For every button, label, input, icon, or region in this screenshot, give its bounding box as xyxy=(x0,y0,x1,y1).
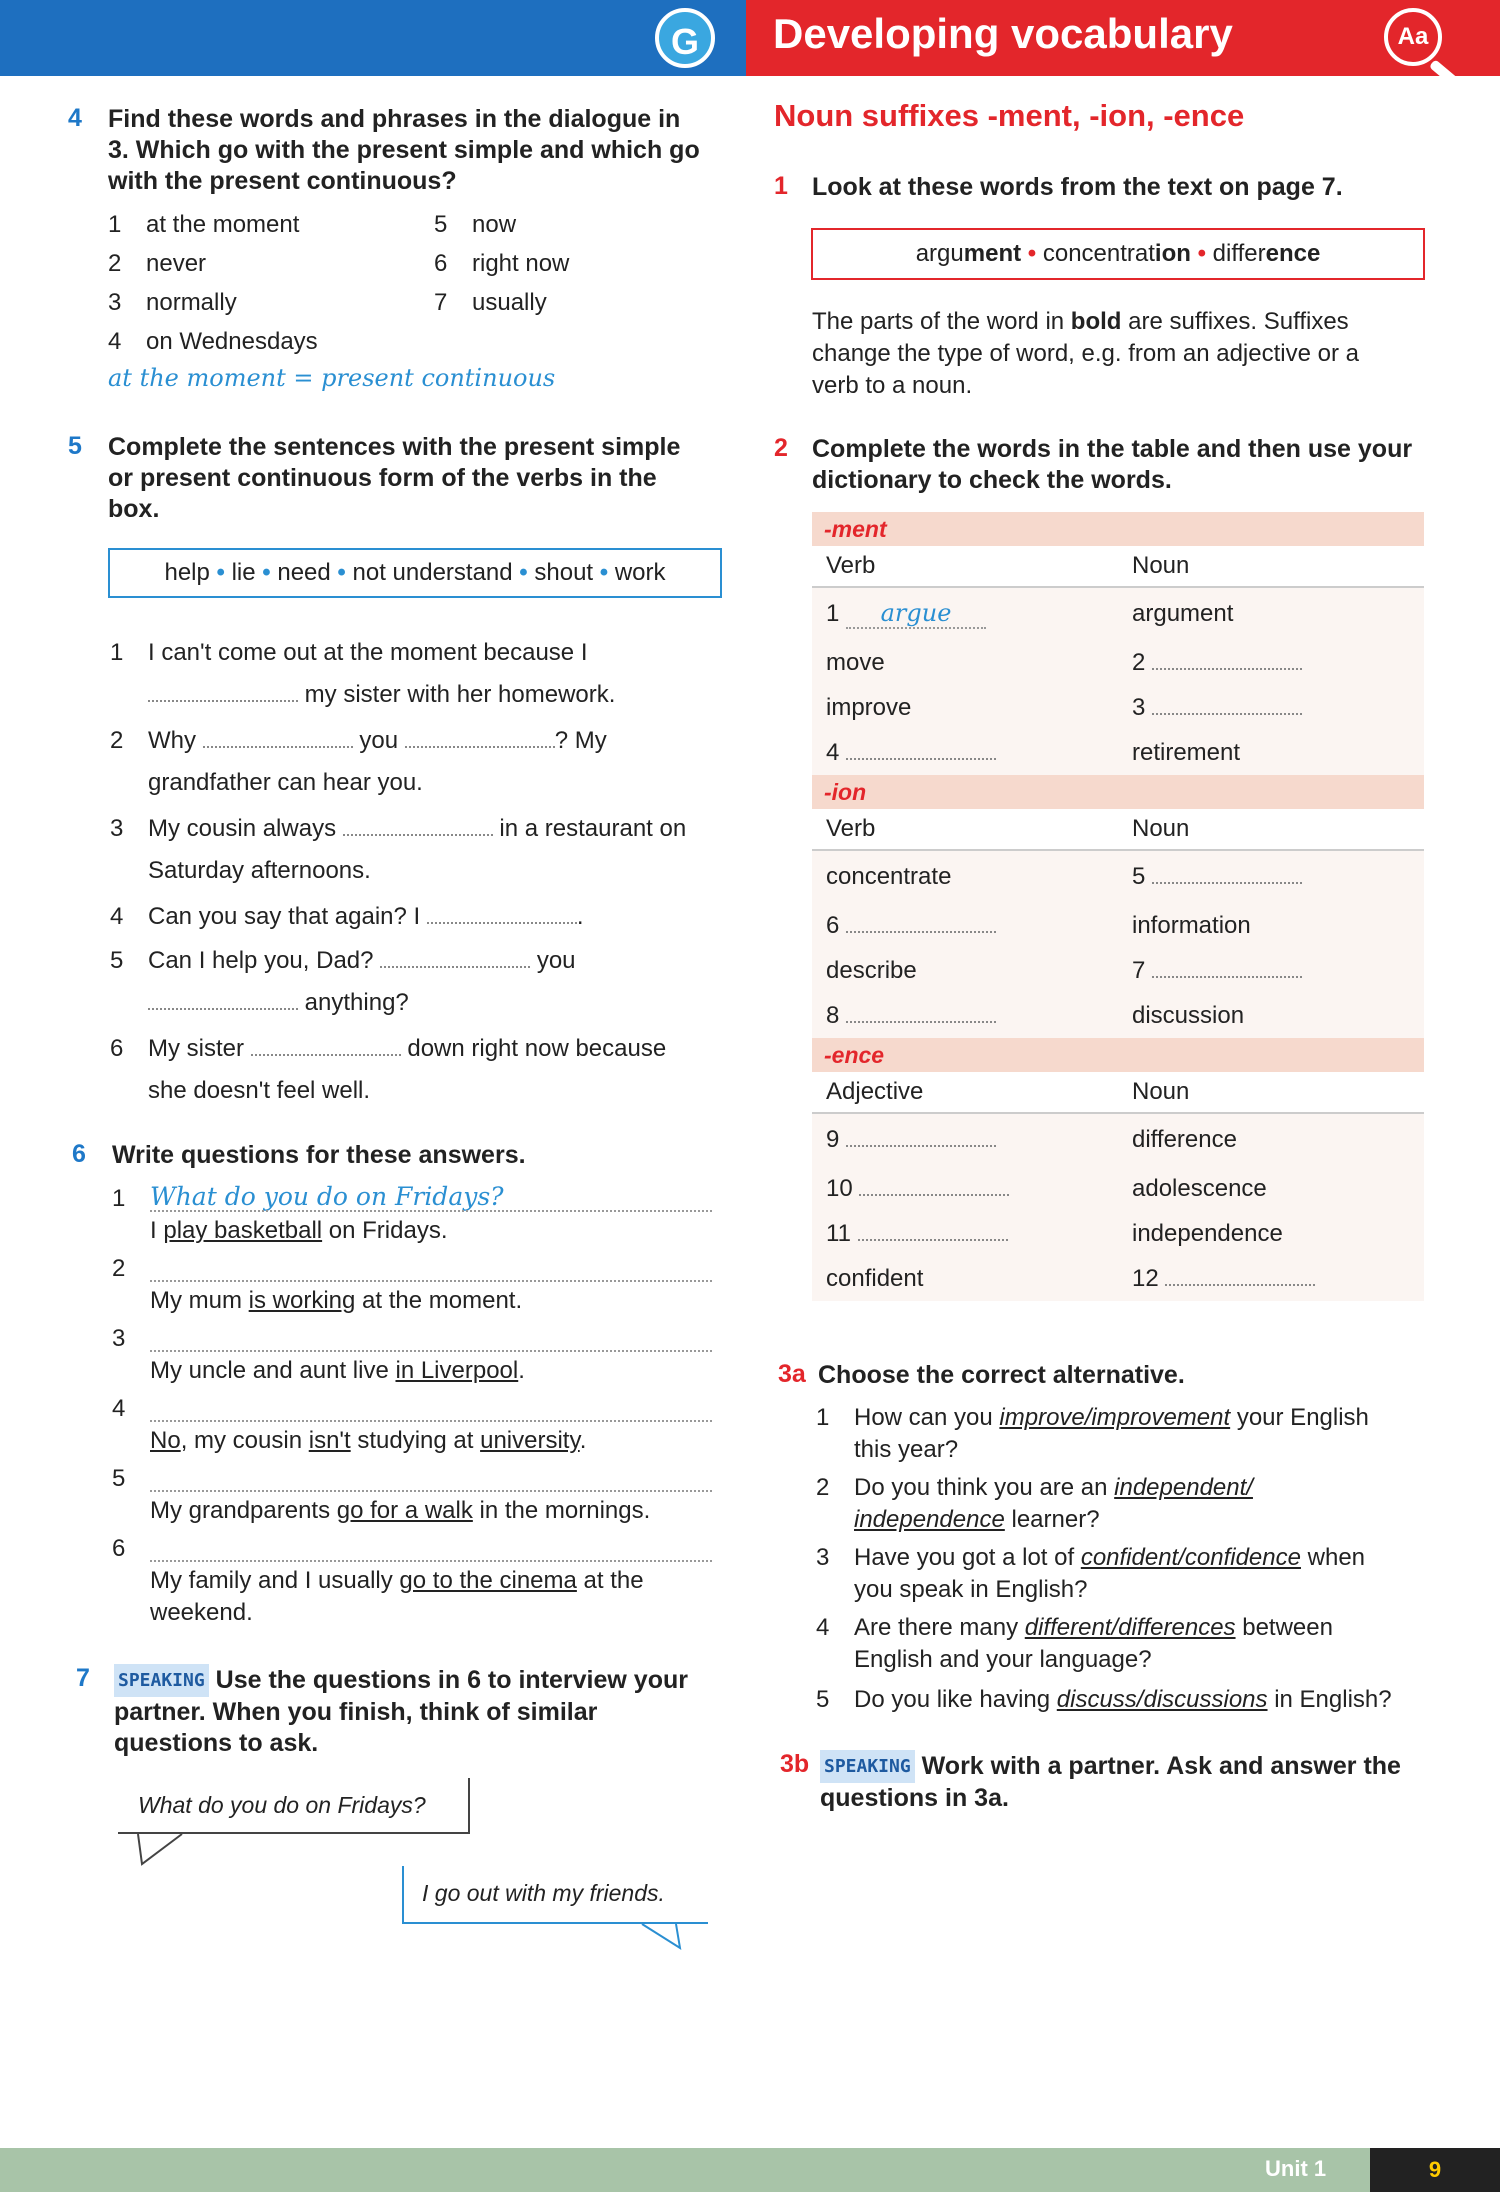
list-item: 4 on Wednesdays xyxy=(108,328,318,355)
table-row: confident 12 xyxy=(812,1256,1424,1301)
question-number: 3 xyxy=(112,1325,126,1352)
table-section-label: -ence xyxy=(812,1038,1424,1072)
sentence-2: 2 Why you ? My xyxy=(110,727,607,754)
exercise-number: 4 xyxy=(68,104,82,132)
question-number: 6 xyxy=(112,1535,126,1562)
bubble-tail xyxy=(640,1922,700,1952)
exercise-instruction: Find these words and phrases in the dialogue in 3. Which go with the present simple and which go with the present continuous? xyxy=(108,105,700,195)
question-3: 3 Have you got a lot of confident/confidence when you speak in English? xyxy=(816,1544,1366,1603)
exercise-number: 3a xyxy=(778,1360,806,1388)
table-row: improve 3 xyxy=(812,685,1424,730)
answer-blank[interactable] xyxy=(1152,878,1302,884)
answer-blank[interactable] xyxy=(1152,709,1302,715)
table-row: 4 retirement xyxy=(826,738,1241,766)
answer-6: My family and I usually go to the cinema at the xyxy=(150,1567,644,1594)
answer-blank[interactable] xyxy=(1152,972,1302,978)
answer-blank[interactable] xyxy=(859,1190,1009,1196)
exercise-6 xyxy=(72,1140,712,1171)
bubble-text: What do you do on Fridays? xyxy=(138,1792,426,1818)
answer-6-cont: weekend. xyxy=(150,1599,253,1626)
speech-bubble-2 xyxy=(402,1866,708,1924)
question-1: 1 How can you improve/improvement your English this year? xyxy=(816,1404,1369,1463)
question-2: 2 Do you think you are an independent/ independence learner? xyxy=(816,1474,1253,1533)
exercise-instruction: Complete the words in the table and then use your dictionary to check the words. xyxy=(812,435,1413,494)
example-answer: at the moment = present continuous xyxy=(108,364,556,392)
exercise-number: 5 xyxy=(68,432,82,460)
exercise-instruction: Choose the correct alternative. xyxy=(818,1361,1185,1389)
answer-blank[interactable] xyxy=(203,742,353,748)
answer-blank[interactable] xyxy=(1152,664,1302,670)
section-title: Noun suffixes -ment, -ion, -ence xyxy=(774,98,1245,133)
sentence-6: 6 My sister down right now because xyxy=(110,1035,667,1062)
list-item: 6 right now xyxy=(434,250,570,277)
question-5: 5 Do you like having discuss/discussions in English? xyxy=(816,1686,1392,1713)
sentence-3-cont: Saturday afternoons. xyxy=(148,857,371,884)
word-box: help • lie • need • not understand • shout • work xyxy=(108,548,722,598)
suffix-table xyxy=(812,512,1424,1301)
answer-blank[interactable] xyxy=(343,830,493,836)
table-row: concentrate 5 xyxy=(812,851,1424,903)
table-header: Verb Noun xyxy=(812,546,1424,588)
page-number: 9 xyxy=(1370,2148,1500,2192)
answer-1: I play basketball on Fridays. xyxy=(150,1217,448,1244)
exercise-instruction: Look at these words from the text on page 7. xyxy=(812,173,1343,201)
answer-blank[interactable] xyxy=(846,1017,996,1023)
table-row: 9 difference xyxy=(826,1126,1237,1153)
explanation: The parts of the word in bold are suffixes. Suffixes change the type of word, e.g. from an adjective or a verb to a noun. xyxy=(812,308,1359,399)
grammar-icon: G xyxy=(655,8,715,68)
speaking-tag: SPEAKING xyxy=(820,1750,915,1783)
question-number: 1 xyxy=(112,1185,126,1212)
answer-line[interactable] xyxy=(150,1280,712,1282)
answer-line[interactable] xyxy=(150,1560,712,1562)
bubble-text: I go out with my friends. xyxy=(422,1880,665,1906)
list-item: 7 usually xyxy=(434,289,547,316)
answer-line[interactable] xyxy=(150,1350,712,1352)
sentence-1-cont: my sister with her homework. xyxy=(148,680,615,710)
answer-blank[interactable] xyxy=(846,927,996,933)
answer-line[interactable] xyxy=(150,1420,712,1422)
exercise-1 xyxy=(774,172,1424,203)
sentence-5: 5 Can I help you, Dad? you xyxy=(110,947,576,974)
list-item: 3 normally xyxy=(108,289,237,316)
question-4: 4 Are there many different/differences between English and your language? xyxy=(816,1614,1333,1673)
speech-bubble-1 xyxy=(118,1778,470,1834)
exercise-7 xyxy=(76,1664,696,1759)
exercise-number: 1 xyxy=(774,172,788,200)
exercise-2 xyxy=(774,434,1424,496)
answer-blank[interactable] xyxy=(858,1235,1008,1241)
answer-blank[interactable] xyxy=(405,742,555,748)
list-item: 5 now xyxy=(434,211,517,238)
exercise-number: 7 xyxy=(76,1664,90,1692)
question-number: 2 xyxy=(112,1255,126,1282)
exercise-5 xyxy=(68,432,708,525)
answer-blank[interactable] xyxy=(1165,1280,1315,1286)
sentence-3: 3 My cousin always in a restaurant on xyxy=(110,815,687,842)
answer-blank[interactable] xyxy=(251,1050,401,1056)
exercise-4 xyxy=(68,104,708,197)
answer-2: My mum is working at the moment. xyxy=(150,1287,523,1314)
table-row: 1 argue argument xyxy=(826,599,1234,627)
table-row: 11 independence xyxy=(826,1219,1283,1247)
answer-line[interactable] xyxy=(150,1210,712,1212)
exercise-instruction: SPEAKING Work with a partner. Ask and answer the questions in 3a. xyxy=(820,1752,1401,1812)
exercise-instruction: Complete the sentences with the present simple or present continuous form of the verbs in the box. xyxy=(108,433,681,523)
exercise-3a xyxy=(778,1360,1428,1391)
header-left-bar xyxy=(0,0,746,76)
footer-bar xyxy=(0,2148,1370,2192)
question-number: 4 xyxy=(112,1395,126,1422)
page-title: Developing vocabulary xyxy=(773,10,1233,57)
answer-4: No, my cousin isn't studying at university. xyxy=(150,1427,587,1454)
exercise-number: 6 xyxy=(72,1140,86,1168)
sentence-5-cont: anything? xyxy=(148,988,409,1018)
table-row: 10 adolescence xyxy=(826,1174,1267,1202)
word-box: argument • concentration • difference xyxy=(811,228,1425,280)
table-section-label: -ion xyxy=(812,775,1424,809)
answer-line[interactable] xyxy=(150,1490,712,1492)
table-row: 8 discussion xyxy=(826,1001,1245,1029)
exercise-instruction: SPEAKING Use the questions in 6 to interview your partner. When you finish, think of similar questions to ask. xyxy=(114,1666,688,1757)
sentence-1: 1 I can't come out at the moment because I xyxy=(110,639,588,666)
table-row: describe 7 xyxy=(812,948,1424,993)
table-row: 6 information xyxy=(826,911,1251,939)
sentence-4: 4 Can you say that again? I . xyxy=(110,903,584,930)
unit-label: Unit 1 xyxy=(1265,2156,1327,2181)
answer-blank[interactable] xyxy=(148,1004,298,1010)
bubble-tail xyxy=(136,1832,196,1868)
table-header: Adjective Noun xyxy=(812,1072,1424,1114)
sentence-6-cont: she doesn't feel well. xyxy=(148,1077,371,1104)
answer-5: My grandparents go for a walk in the mornings. xyxy=(150,1497,651,1524)
list-item: 2 never xyxy=(108,250,207,277)
table-row: move 2 xyxy=(812,640,1424,685)
table-header: Verb Noun xyxy=(812,809,1424,851)
answer-blank[interactable] xyxy=(846,1141,996,1147)
answer-blank[interactable] xyxy=(380,962,530,968)
answer-blank[interactable] xyxy=(427,918,577,924)
sentence-2-cont: grandfather can hear you. xyxy=(148,769,423,796)
list-item: 1 at the moment xyxy=(108,211,300,238)
exercise-number: 3b xyxy=(780,1750,810,1778)
exercise-number: 2 xyxy=(774,434,788,462)
table-section-label: -ment xyxy=(812,512,1424,546)
answer-blank[interactable] xyxy=(148,696,298,702)
vocabulary-magnifier-icon: Aa xyxy=(1384,8,1442,66)
exercise-instruction: Write questions for these answers. xyxy=(112,1141,526,1169)
answer-blank[interactable] xyxy=(846,754,996,760)
example-question: What do you do on Fridays? xyxy=(150,1182,504,1211)
answer-3: My uncle and aunt live in Liverpool. xyxy=(150,1357,525,1384)
exercise-3b xyxy=(780,1750,1430,1814)
question-number: 5 xyxy=(112,1465,126,1492)
speaking-tag: SPEAKING xyxy=(114,1664,209,1697)
